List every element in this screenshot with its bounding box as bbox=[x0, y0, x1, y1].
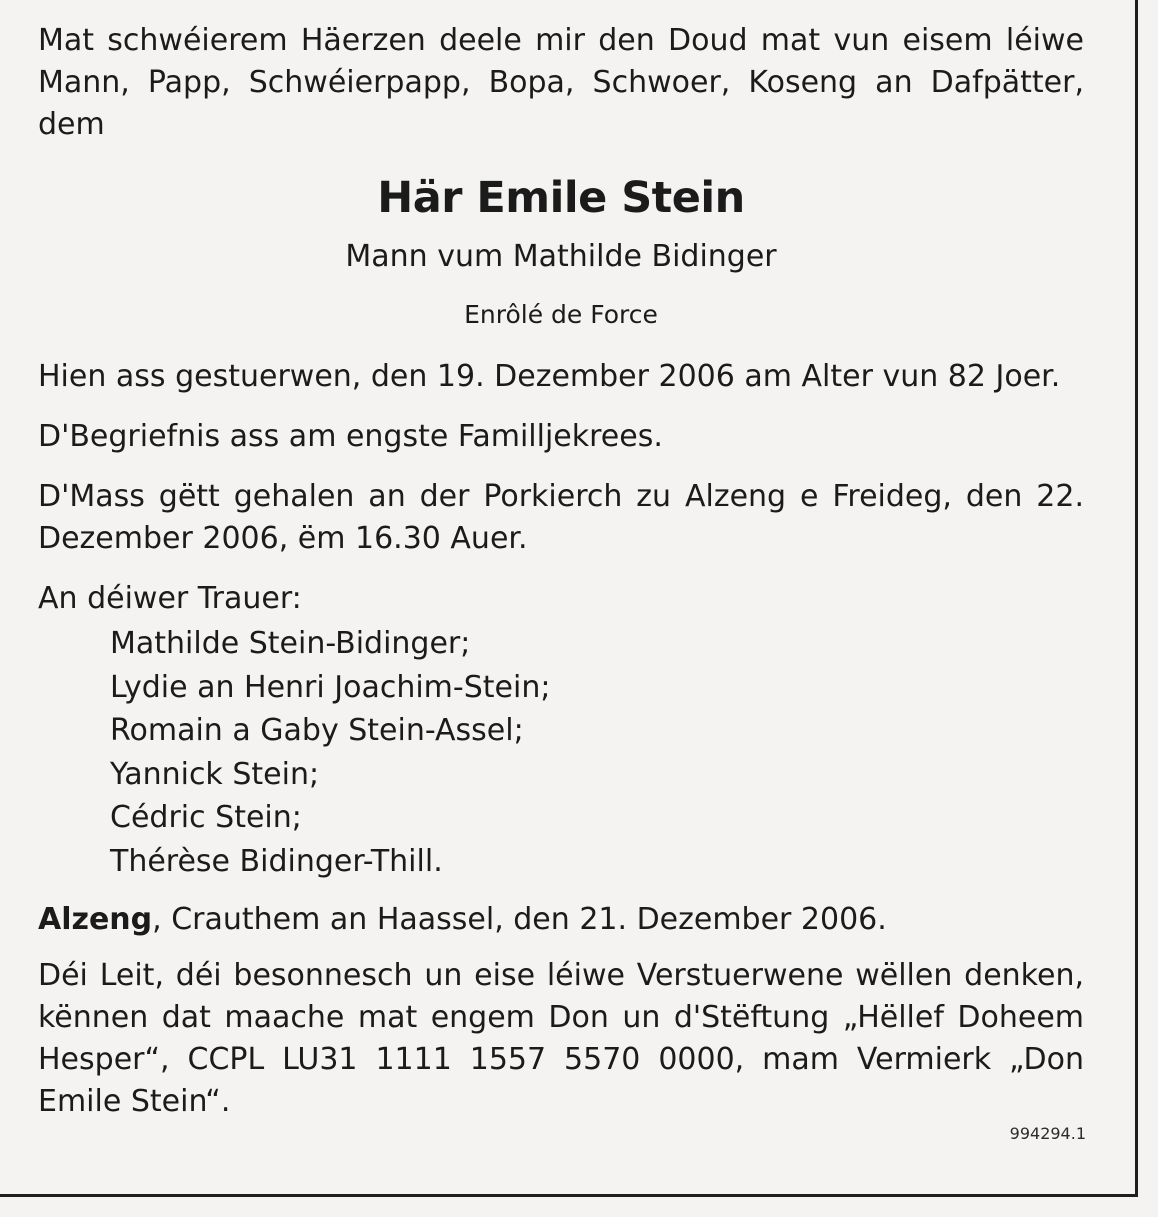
place-name: Alzeng bbox=[38, 902, 153, 937]
mourner-item: Thérèse Bidinger-Thill. bbox=[110, 843, 443, 879]
mourner-item: Mathilde Stein-Bidinger; bbox=[110, 626, 471, 661]
obituary-notice bbox=[38, 20, 1084, 1123]
mass-info: D'Mass gëtt gehalen an der Porkierch zu Alzeng e Freideg, den 22. Dezember 2006, ëm 16.30 Auer. bbox=[38, 479, 1084, 556]
place-date-line bbox=[38, 899, 1084, 941]
funeral-info: D'Begriefnis ass am engste Familljekrees. bbox=[38, 419, 663, 454]
deceased-name: Här Emile Stein bbox=[377, 173, 745, 223]
death-info: Hien ass gestuerwen, den 19. Dezember 2006 am Alter vun 82 Joer. bbox=[38, 359, 1061, 394]
reference-number: 994294.1 bbox=[1009, 1124, 1086, 1143]
intro-text: Mat schwéierem Häerzen deele mir den Doud mat vun eisem léiwe Mann, Papp, Schwéierpapp, Bopa, Schwoer, Koseng an Dafpätter, dem bbox=[38, 23, 1084, 142]
mourner-item: Yannick Stein; bbox=[110, 756, 320, 792]
mourner-item: Cédric Stein; bbox=[110, 800, 302, 835]
honorific-line: Enrôlé de Force bbox=[464, 300, 658, 329]
mourners-list bbox=[38, 622, 1084, 883]
place-date-rest: , Crauthem an Haassel, den 21. Dezember 2006. bbox=[152, 902, 887, 937]
spouse-line: Mann vum Mathilde Bidinger bbox=[345, 239, 777, 274]
donation-text: Déi Leit, déi besonnesch un eise léiwe Verstuerwene wëllen denken, kënnen dat maache mat engem Don un d'Stëftung „Hëllef Doheem Hesper“, CCPL LU31 1111 1557 5570 0000, mam Vermierk „Don Emile Stein“. bbox=[38, 958, 1084, 1119]
mourner-item: Romain a Gaby Stein-Assel; bbox=[110, 713, 524, 748]
mourner-item: Lydie an Henri Joachim-Stein; bbox=[110, 669, 551, 705]
mourners-heading: An déiwer Trauer: bbox=[38, 581, 302, 616]
